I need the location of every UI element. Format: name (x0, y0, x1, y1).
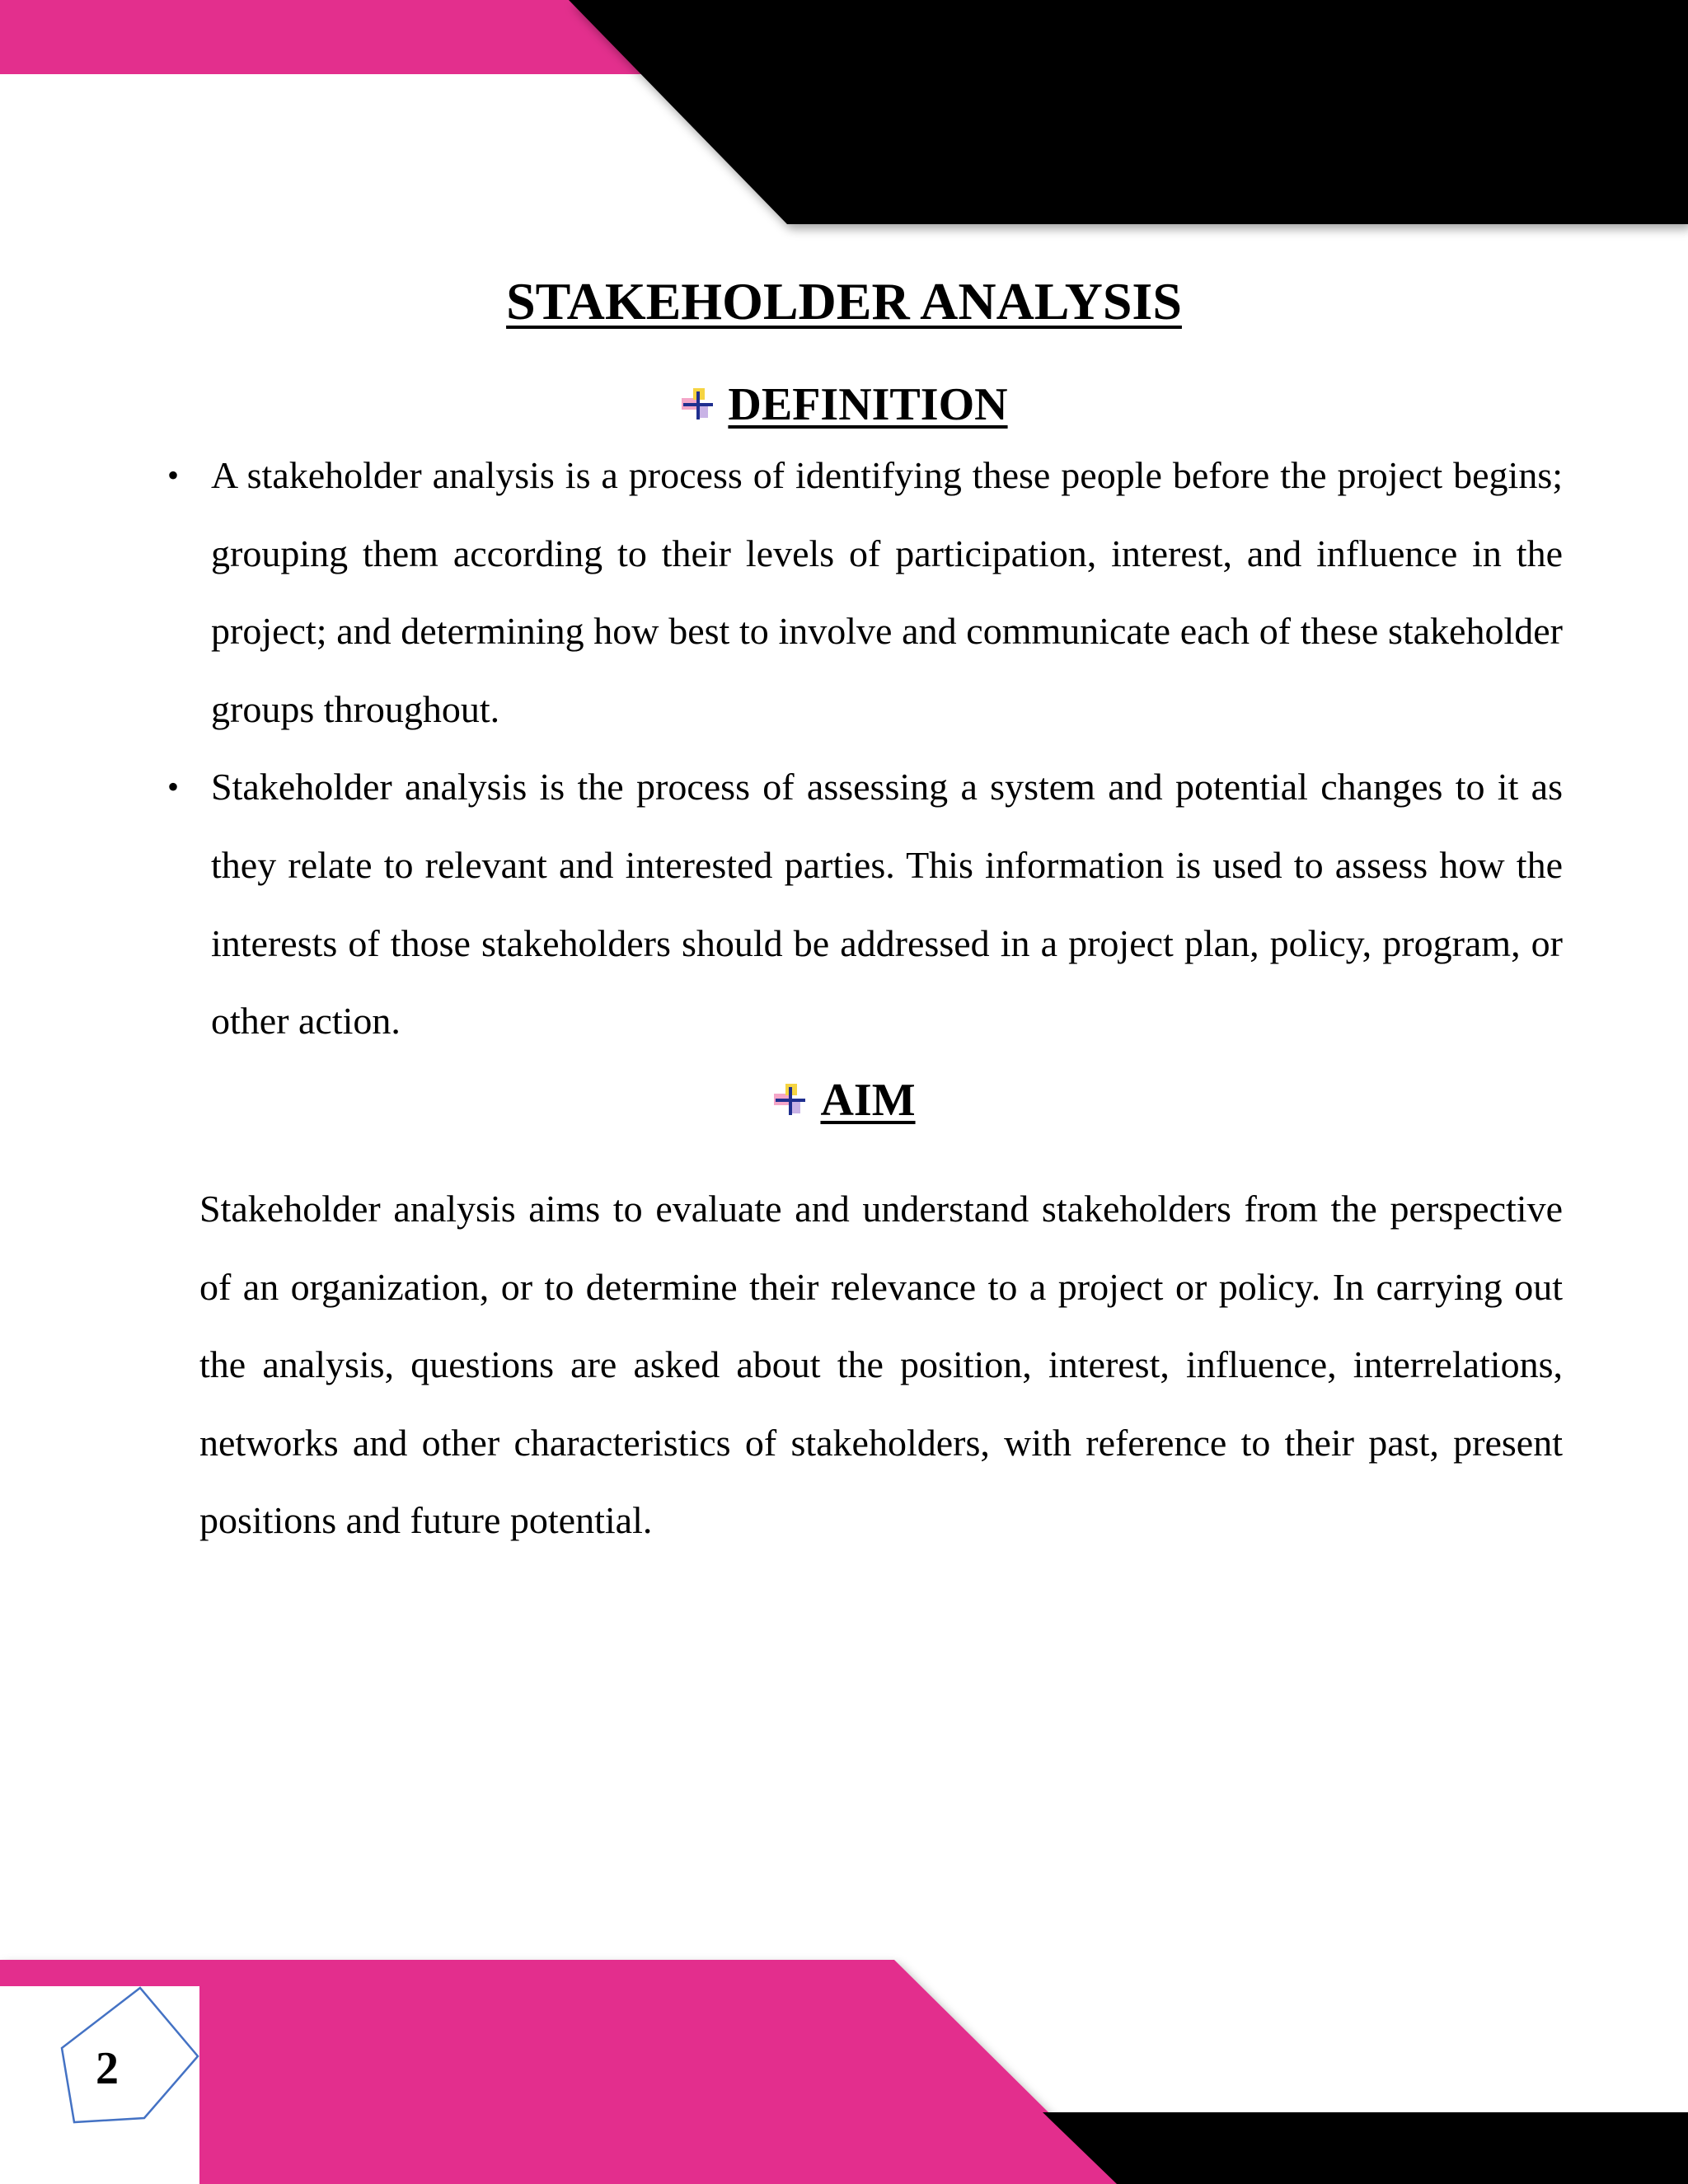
definition-heading (0, 378, 1688, 431)
page-number: 2 (96, 2043, 119, 2094)
bullet-dot-icon: • (166, 768, 179, 806)
aim-paragraph: Stakeholder analysis aims to evaluate and understand stakeholders from the perspective of an organization, or to determine their relevance to a project or policy. In carrying out the analysis, questions are asked about the position, interest, influence, interrelations, networks and other characteristics of stakeholders, with reference to their past, present positions and future potential. (199, 1188, 1563, 1542)
definition-bullet-list (162, 437, 1563, 1061)
definition-bullet-text: A stakeholder analysis is a process of identifying these people before the project begins; grouping them according to their levels of participation, interest, and influence in the project; and determining how best to involve and communicate each of these stakeholder groups throughout. (211, 454, 1563, 730)
bullet-dot-icon: • (166, 457, 179, 494)
definition-bullet-text: Stakeholder analysis is the process of assessing a system and potential changes to it as they relate to relevant and interested parties. This information is used to assess how the interests of those stakeholders should be addressed in a project plan, policy, program, or other action. (211, 766, 1563, 1043)
plus-cross-bullet-icon (680, 387, 716, 423)
aim-heading-text: AIM (820, 1075, 916, 1126)
list-item (162, 437, 1563, 748)
plus-cross-bullet-icon (772, 1082, 809, 1118)
list-item (162, 748, 1563, 1060)
page-title: STAKEHOLDER ANALYSIS (506, 272, 1182, 330)
aim-heading (0, 1074, 1688, 1127)
definition-heading-text: DEFINITION (728, 379, 1008, 430)
